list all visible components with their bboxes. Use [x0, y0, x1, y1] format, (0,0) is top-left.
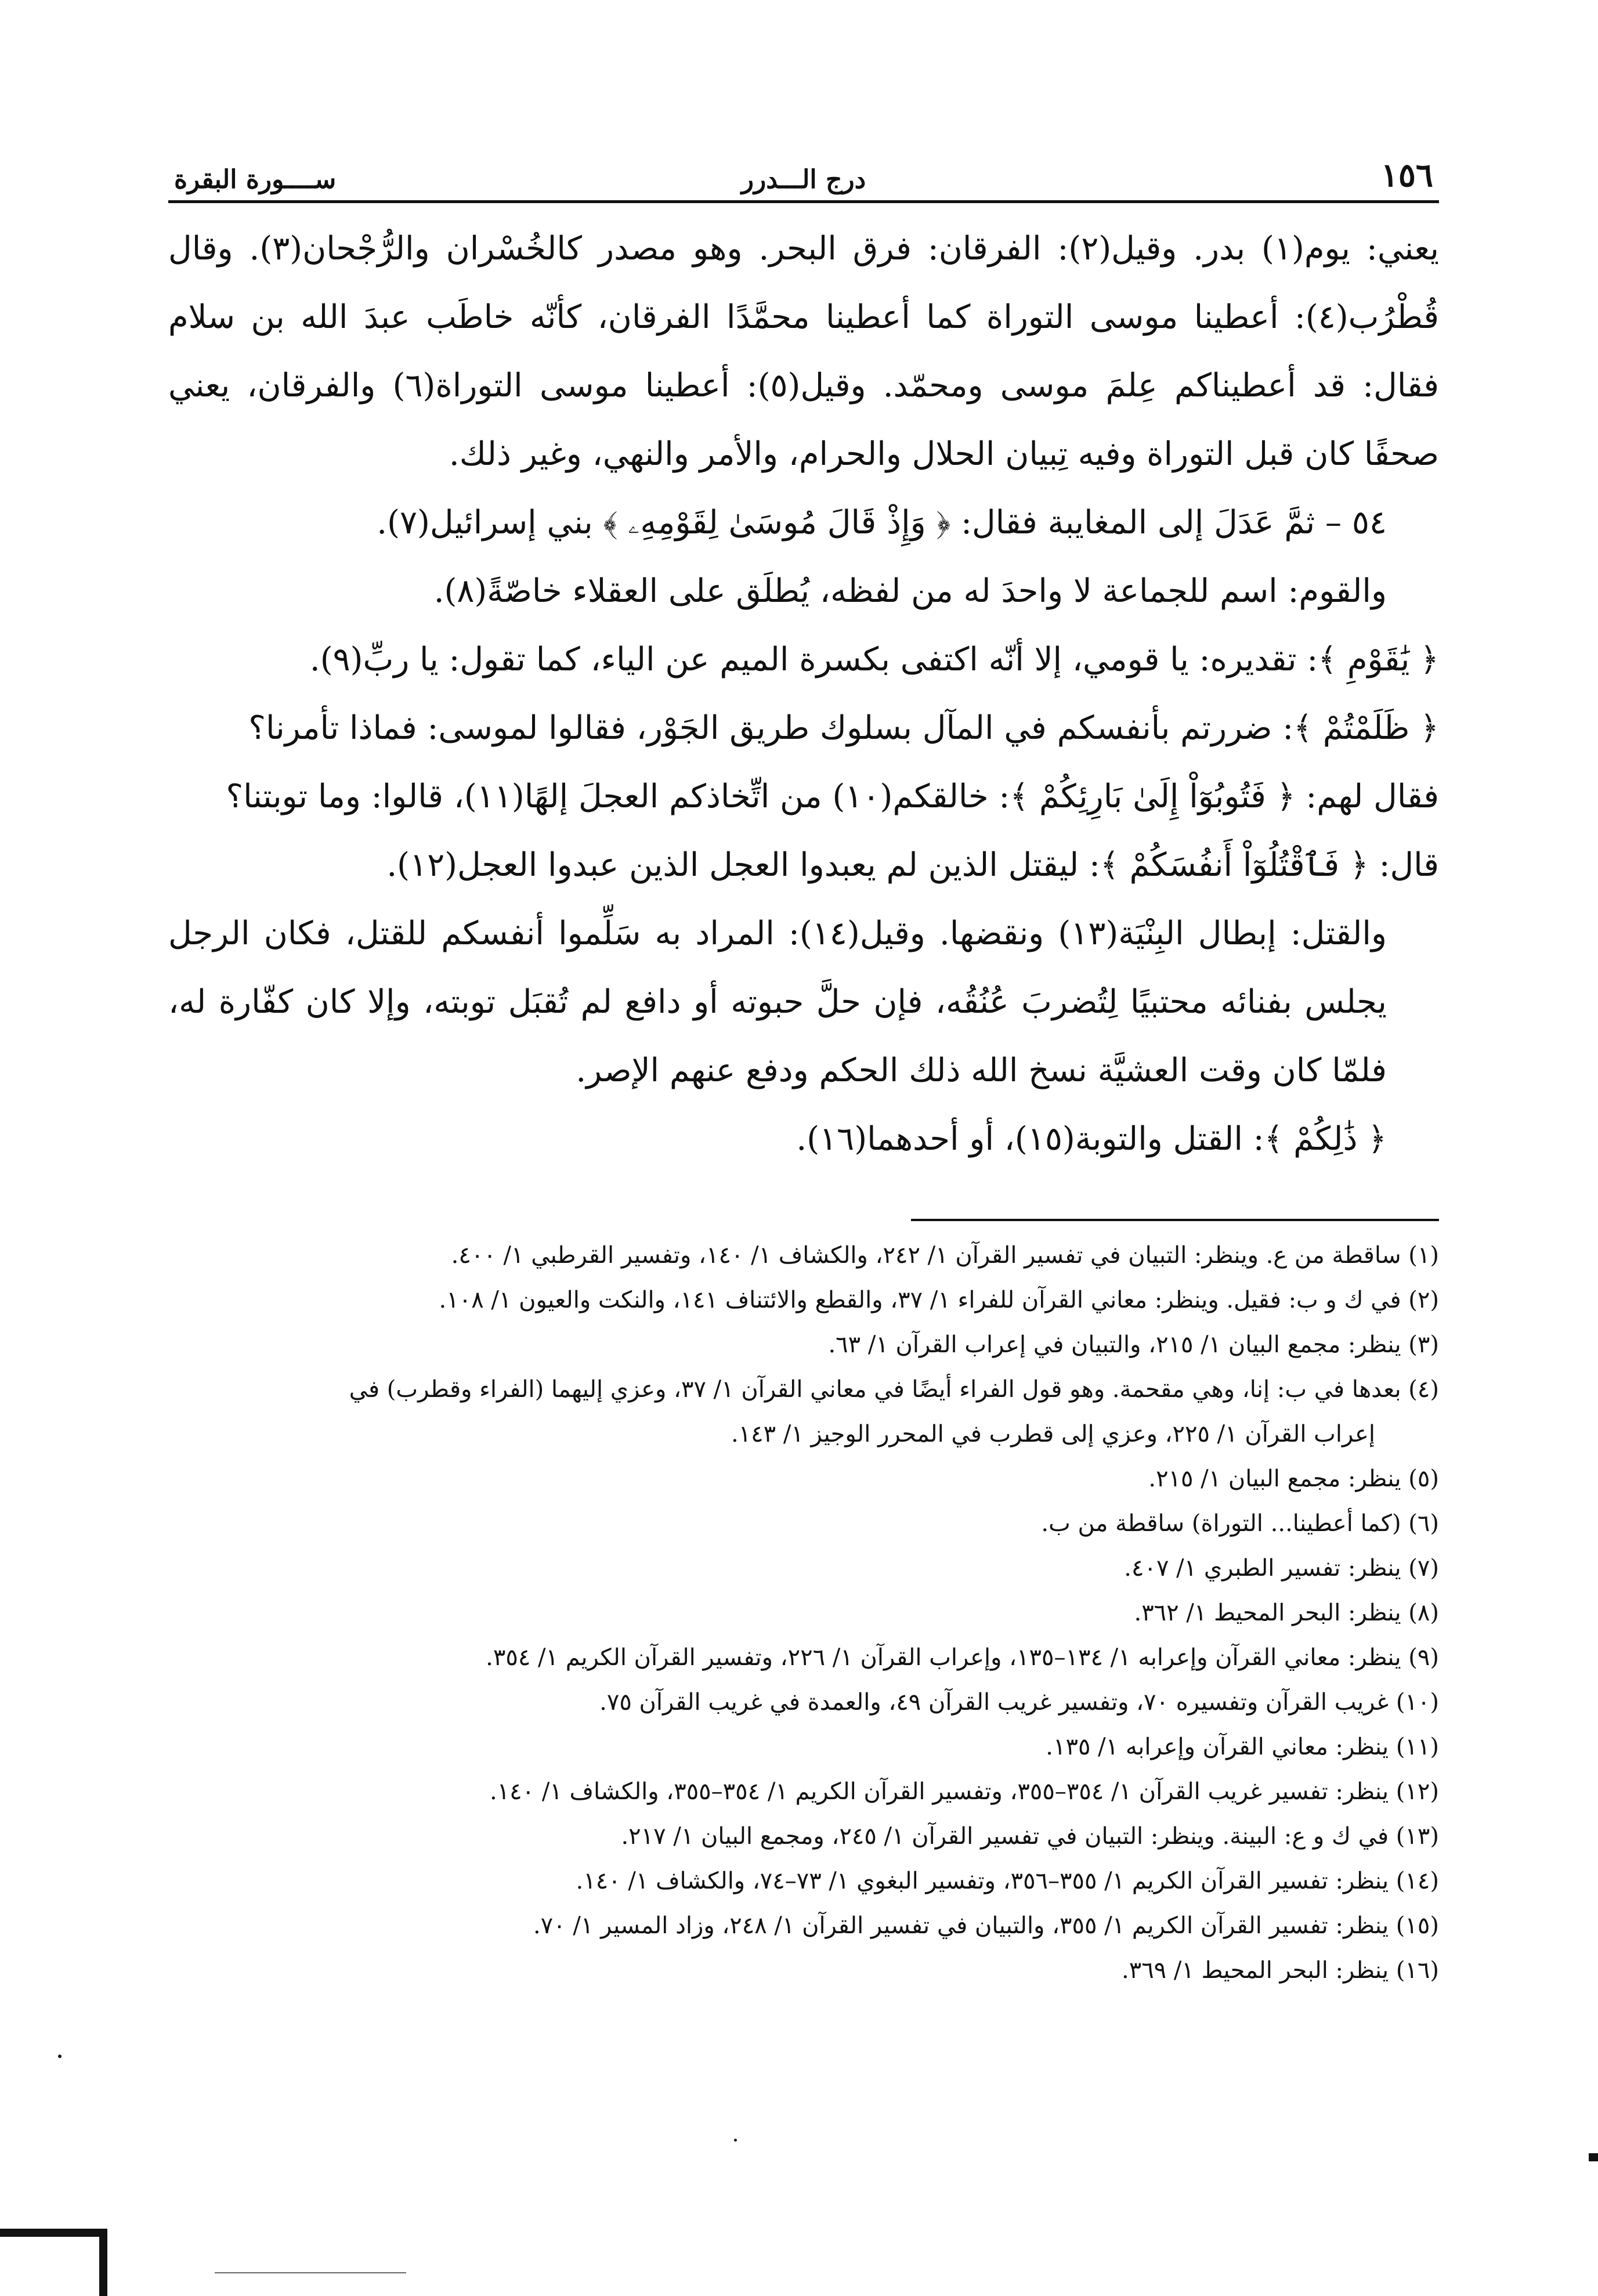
- paragraph-zalamtum: ﴿ ظَلَمْتُمْ ﴾: ضررتم بأنفسكم في المآل بسلوك طريق الجَوْر، فقالوا لموسى: فماذا تأمرنا؟: [248, 709, 1439, 747]
- scan-edge-line: [215, 2272, 406, 2273]
- surah-title: ســــورة البقرة: [174, 165, 337, 194]
- footnote: (٧) ينظر: تفسير الطبري ١/ ٤٠٧.: [1124, 1555, 1439, 1582]
- paragraph-qawm: والقوم: اسم للجماعة لا واحدَ له من لفظه، يُطلَق على العقلاء خاصّةً(٨).: [433, 572, 1387, 610]
- paragraph-ya-qawmi: ﴿ يَٰقَوْمِ ﴾: تقديره: يا قومي، إلا أنّه اكتفى بكسرة الميم عن الياء، كما تقول: يا ربِّ(٩).: [309, 641, 1439, 678]
- footnote: (١٤) ينظر: تفسير القرآن الكريم ١/ ٣٥٥–٣٥٦، وتفسير البغوي ١/ ٧٣–٧٤، والكشاف ١/ ١٤٠.: [576, 1868, 1439, 1894]
- footnote: (٩) ينظر: معاني القرآن وإعرابه ١/ ١٣٤–١٣٥، وإعراب القرآن ١/ ٢٢٦، وتفسير القرآن الكريم ١/ ٣٥٤.: [486, 1644, 1439, 1671]
- paragraph-furqan: يعني: يوم(١) بدر. وقيل(٢): الفرقان: فرق البحر. وهو مصدر كالخُسْران والرُّجْحان(٣). وقال قُطْرُب(٤): أعطينا موسى التوراة كما أعطينا محمَّدًا الفرقان، كأنّه خاطَب عبدَ الله بن سلام فقال: قد أعطيناكم عِلمَ موسى ومحمّد. وقيل(٥): أعطينا موسى التوراة(٦) والفرقان، يعني صحفًا كان قبل التوراة وفيه تِبيان الحلال والحرام، والأمر والنهي، وغير ذلك.: [168, 230, 1440, 473]
- paragraph-qatl: والقتل: إبطال البِنْيَة(١٣) ونقضها. وقيل(١٤): المراد به سَلِّموا أنفسكم للقتل، فكان الرجل يجلس بفنائه محتبيًا لِتُضربَ عُنُقُه، فإن حلَّ حبوته أو دافع لم تُقبَل توبته، وإلا كان كفّارة له، فلمّا كان وقت العشيَّة نسخ الله ذلك الحكم ودفع عنهم الإصر.: [168, 915, 1387, 1089]
- footnote: (١٠) غريب القرآن وتفسيره ٧٠، وتفسير غريب القرآن ٤٩، والعمدة في غريب القرآن ٧٥.: [599, 1689, 1439, 1716]
- footnote: (٢) في ك و ب: فقيل. وينظر: معاني القرآن للفراء ١/ ٣٧، والقطع والائتناف ١٤١، والنكت والعيون ١/ ١٠٨.: [439, 1287, 1439, 1313]
- paragraph-dhalikum: ﴿ ذَٰلِكُمْ ﴾: القتل والتوبة(١٥)، أو أحدهما(١٦).: [796, 1120, 1387, 1158]
- footnote: (١١) ينظر: معاني القرآن وإعرابه ١/ ١٣٥.: [1046, 1734, 1439, 1760]
- footnote: (١) ساقطة من ع. وينظر: التبيان في تفسير القرآن ١/ ٢٤٢، والكشاف ١/ ١٤٠، وتفسير القرطبي ١/ ٤٠٠.: [451, 1242, 1439, 1269]
- paragraph-verse-54: ٥٤ – ثمَّ عَدَلَ إلى المغايبة فقال: ﴿ وَإِذْ قَالَ مُوسَىٰ لِقَوْمِهِۦ ﴾ بني إسرائيل(٧).: [377, 504, 1387, 541]
- scan-edge-mark: [99, 2229, 107, 2296]
- footnote: (١٢) ينظر: تفسير غريب القرآن ١/ ٣٥٤–٣٥٥، وتفسير القرآن الكريم ١/ ٣٥٤–٣٥٥، والكشاف ١/ ١٤٠.: [489, 1778, 1439, 1805]
- footnote: (٨) ينظر: البحر المحيط ١/ ٣٦٢.: [1134, 1600, 1439, 1626]
- scan-edge-mark: [0, 2229, 107, 2237]
- footnote: (١٣) في ك و ع: البينة. وينظر: التبيان في تفسير القرآن ١/ ٢٤٥، ومجمع البيان ١/ ٢١٧.: [621, 1823, 1439, 1850]
- paragraph-tubu: فقال لهم: ﴿ فَتُوبُوٓاْ إِلَىٰ بَارِئِكُمْ ﴾: خالقكم(١٠) من اتِّخاذكم العجلَ إلهًا(١١)، قالوا: وما توبتنا؟: [226, 778, 1439, 815]
- scan-edge-mark: [1589, 2153, 1598, 2161]
- footnote: (١٥) ينظر: تفسير القرآن الكريم ١/ ٣٥٥، والتبيان في تفسير القرآن ١/ ٢٤٨، وزاد المسير ١/ ٧٠.: [533, 1912, 1439, 1939]
- footnote: (٤) بعدها في ب: إنا، وهي مقحمة. وهو قول الفراء أيضًا في معاني القرآن ١/ ٣٧، وعزي إليهما (الفراء وقطرب) في: [349, 1376, 1439, 1403]
- scan-dust: [734, 2139, 737, 2142]
- footnote: (٦) (كما أعطينا... التوراة) ساقطة من ب.: [1041, 1510, 1439, 1537]
- footnote-separator: [911, 1219, 1439, 1221]
- footnote: (٥) ينظر: مجمع البيان ١/ ٢١٥.: [1148, 1465, 1439, 1492]
- main-text: [168, 215, 1439, 1174]
- page-number: ١٥٦: [1380, 156, 1433, 194]
- paragraph-uqtulu: قال: ﴿ فَٱقْتُلُوٓاْ أَنفُسَكُمْ ﴾: ليقتل الذين لم يعبدوا العجل الذين عبدوا العجل(١٢).: [386, 846, 1439, 884]
- footnotes: [168, 1233, 1439, 1993]
- running-header: [168, 148, 1439, 203]
- footnote: (٣) ينظر: مجمع البيان ١/ ٢١٥، والتبيان في إعراب القرآن ١/ ٦٣.: [828, 1331, 1439, 1358]
- book-title: درج الـــدرر: [741, 165, 866, 194]
- scan-dust: [58, 2055, 62, 2058]
- footnote-continuation: إعراب القرآن ١/ ٢٢٥، وعزي إلى قطرب في المحرر الوجيز ١/ ١٤٣.: [731, 1421, 1375, 1447]
- footnote: (١٦) ينظر: البحر المحيط ١/ ٣٦٩.: [1121, 1957, 1439, 1984]
